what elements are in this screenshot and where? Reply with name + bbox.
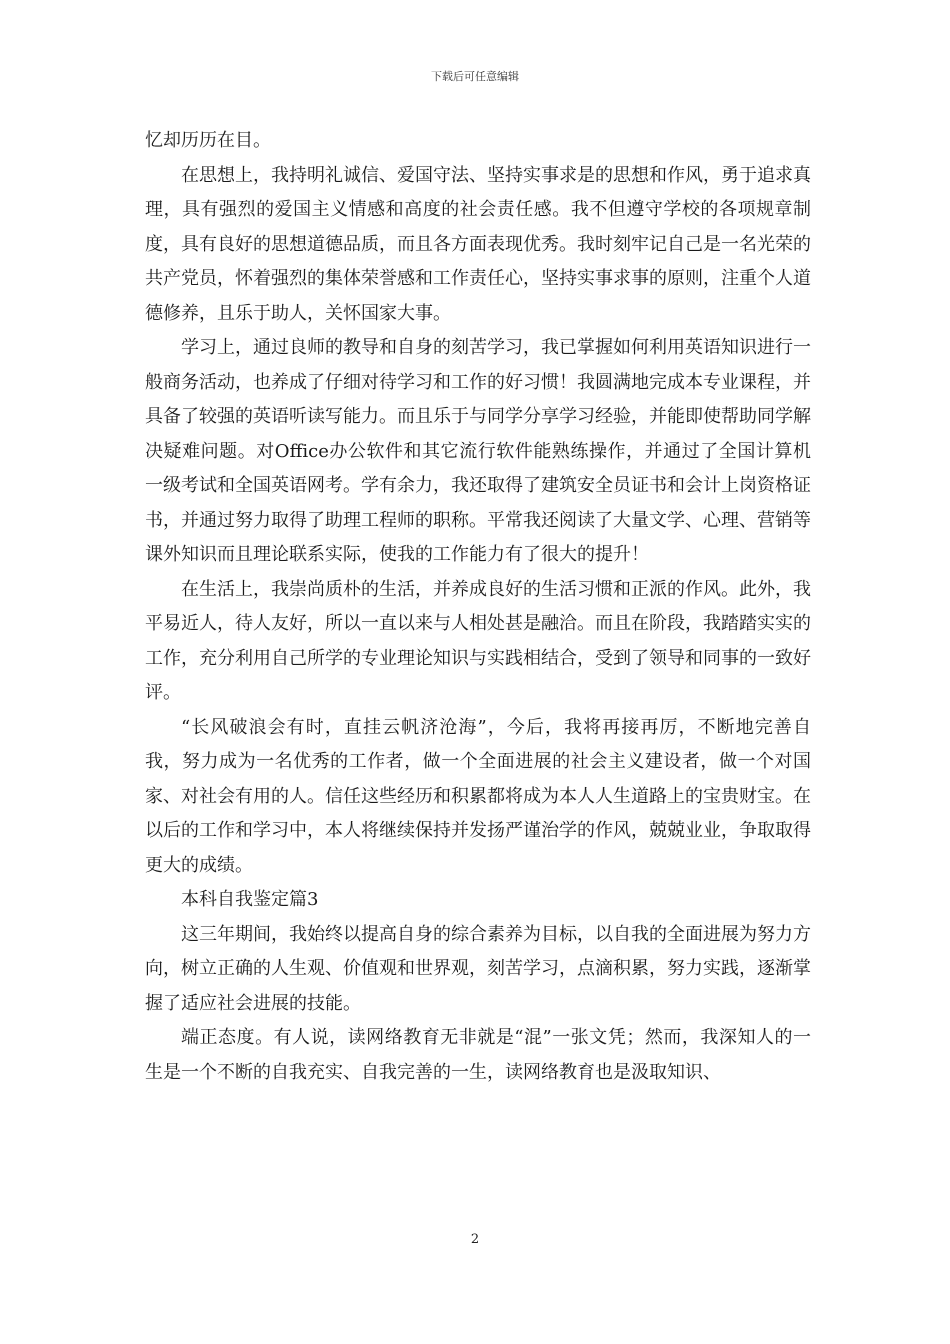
paragraph-ideology: 在思想上，我持明礼诚信、爱国守法、坚持实事求是的思想和作风，勇于追求真理，具有强烈的爱国主义情感和高度的社会责任感。我不但遵守学校的各项规章制度，具有良好的思想道德品质，而且各方面表现优秀。我时刻牢记自己是一名光荣的共产党员，怀着强烈的集体荣誉感和工作责任心，坚持实事求事的原则，注重个人道德修养，且乐于助人，关怀国家大事。 — [145, 164, 811, 324]
section-heading: 本科自我鉴定篇3 — [181, 889, 319, 910]
document-body — [145, 124, 811, 1090]
paragraph-three-years: 这三年期间，我始终以提高自身的综合素养为目标，以自我的全面进展为努力方向，树立正确的人生观、价值观和世界观，刻苦学习，点滴积累，努力实践，逐渐掌握了适应社会进展的技能。 — [145, 923, 811, 1014]
paragraph-continuation: 忆却历历在目。 — [145, 130, 271, 151]
page-header: 下载后可任意编辑 — [431, 70, 519, 83]
paragraph-study: 学习上，通过良师的教导和自身的刻苦学习，我已掌握如何利用英语知识进行一般商务活动，也养成了仔细对待学习和工作的好习惯！我圆满地完成本专业课程，并具备了较强的英语听读写能力。而且乐于与同学分享学习经验，并能即使帮助同学解决疑难问题。对Office办公软件和其它流行软件能熟练操作，并通过了全国计算机一级考试和全国英语网考。学有余力，我还取得了建筑安全员证书和会计上岗资格证书，并通过努力取得了助理工程师的职称。平常我还阅读了大量文学、心理、营销等课外知识而且理论联系实际，使我的工作能力有了很大的提升！ — [145, 337, 811, 565]
paragraph-attitude: 端正态度。有人说，读网络教育无非就是“混”一张文凭；然而，我深知人的一生是一个不断的自我充实、自我完善的一生，读网络教育也是汲取知识、 — [145, 1027, 811, 1083]
page-number: 2 — [470, 1232, 480, 1247]
paragraph-future: “长风破浪会有时，直挂云帆济沧海”，今后，我将再接再厉，不断地完善自我，努力成为一名优秀的工作者，做一个全面进展的社会主义建设者，做一个对国家、对社会有用的人。信任这些经历和积累都将成为本人人生道路上的宝贵财宝。在以后的工作和学习中，本人将继续保持并发扬严谨治学的作风，兢兢业业，争取取得更大的成绩。 — [145, 716, 811, 876]
paragraph-life: 在生活上，我崇尚质朴的生活，并养成良好的生活习惯和正派的作风。此外，我平易近人，待人友好，所以一直以来与人相处甚是融洽。而且在阶段，我踏踏实实的工作，充分利用自己所学的专业理论知识与实践相结合，受到了领导和同事的一致好评。 — [145, 578, 811, 703]
